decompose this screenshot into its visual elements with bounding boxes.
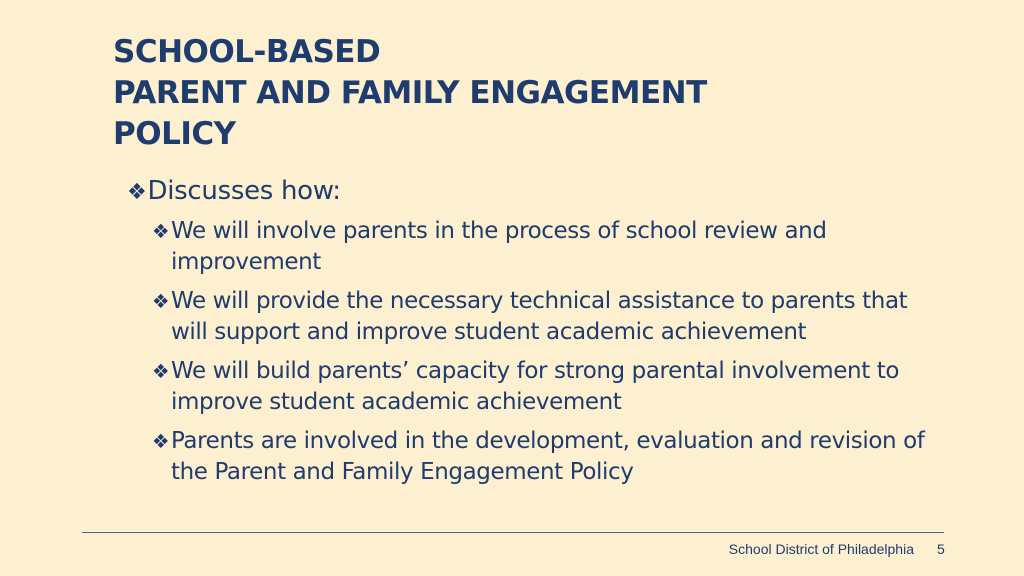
sub-bullet-item xyxy=(127,216,931,278)
footer-organization: School District of Philadelphia xyxy=(728,541,914,557)
diamond-bullet-icon: ❖ xyxy=(152,360,170,383)
diamond-bullet-icon: ❖ xyxy=(152,290,170,313)
sub-bullet-item xyxy=(127,356,931,418)
sub-bullet-item xyxy=(127,286,931,348)
diamond-bullet-icon: ❖ xyxy=(152,220,170,243)
slide-body xyxy=(127,173,947,496)
sub-bullet-list xyxy=(127,216,947,488)
sub-bullet-text: We will involve parents in the process of school review and improvement xyxy=(171,218,827,275)
diamond-bullet-icon: ❖ xyxy=(152,430,170,453)
title-line-2: PARENT AND FAMILY ENGAGEMENT xyxy=(113,75,707,111)
main-bullet xyxy=(127,173,947,210)
sub-bullet-text: We will provide the necessary technical assistance to parents that will support and improve student academic achievement xyxy=(171,288,908,345)
sub-bullet-item xyxy=(127,426,931,488)
sub-bullet-text: We will build parents’ capacity for strong parental involvement to improve student academic achievement xyxy=(171,358,900,415)
title-line-1: SCHOOL-BASED xyxy=(113,34,381,70)
slide-title xyxy=(113,32,707,155)
page-number: 5 xyxy=(937,541,945,557)
footer-divider xyxy=(82,532,944,533)
diamond-bullet-icon: ❖ xyxy=(127,179,147,205)
main-bullet-text: Discusses how: xyxy=(147,176,341,206)
sub-bullet-text: Parents are involved in the development, evaluation and revision of the Parent and Family Engagement Policy xyxy=(171,428,925,485)
title-line-3: POLICY xyxy=(113,116,236,152)
